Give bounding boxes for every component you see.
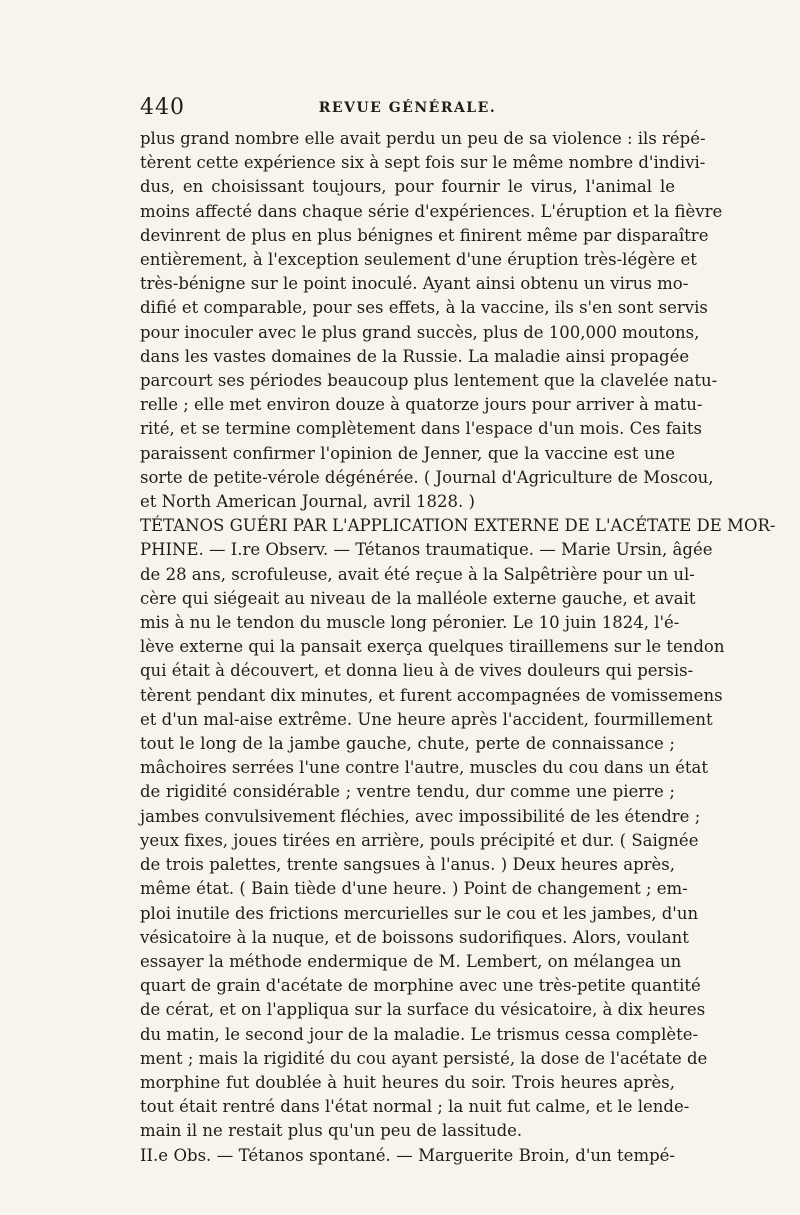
text-line: entièrement, à l'exception seulement d'une éruption très-légère et: [140, 250, 697, 270]
text-line: yeux fixes, joues tirées en arrière, pouls précipité et dur. ( Saignée: [140, 830, 699, 850]
text-line: dus, en choisissant toujours, pour fournir le virus, l'animal le: [140, 177, 675, 197]
text-line: de trois palettes, trente sangsues à l'anus. ) Deux heures après,: [140, 855, 675, 875]
body-text: [140, 127, 776, 1168]
text-line: et d'un mal-aise extrême. Une heure après l'accident, fourmillement: [140, 709, 713, 729]
text-line: tèrent cette expérience six à sept fois sur le même nombre d'indivi-: [140, 153, 706, 173]
text-line: parcourt ses périodes beaucoup plus lentement que la clavelée natu-: [140, 371, 718, 391]
text-line: paraissent confirmer l'opinion de Jenner, que la vaccine est une: [140, 443, 675, 463]
text-line: II.e Obs. — Tétanos spontané. — Marguerite Broin, d'un tempé-: [140, 1145, 675, 1165]
text-line: même état. ( Bain tiède d'une heure. ) Point de changement ; em-: [140, 879, 688, 899]
text-line: tout était rentré dans l'état normal ; la nuit fut calme, et le lende-: [140, 1097, 690, 1117]
text-line: relle ; elle met environ douze à quatorze jours pour arriver à matu-: [140, 395, 703, 415]
text-line: tèrent pendant dix minutes, et furent accompagnées de vomissemens: [140, 685, 723, 705]
running-title: REVUE GÉNÉRALE.: [318, 100, 497, 116]
text-line: de rigidité considérable ; ventre tendu, dur comme une pierre ;: [140, 782, 675, 802]
text-line: mâchoires serrées l'une contre l'autre, muscles du cou dans un état: [140, 758, 708, 778]
text-line: ment ; mais la rigidité du cou ayant persisté, la dose de l'acétate de: [140, 1048, 708, 1068]
text-line: lève externe qui la pansait exerça quelques tiraillemens sur le tendon: [140, 637, 725, 657]
text-line: sorte de petite-vérole dégénérée. ( Journal d'Agriculture de Moscou,: [140, 467, 714, 487]
page-header: [140, 95, 675, 125]
text-line: tout le long de la jambe gauche, chute, perte de connaissance ;: [140, 734, 675, 754]
text-line: cère qui siégeait au niveau de la malléole externe gauche, et avait: [140, 588, 696, 608]
text-line: jambes convulsivement fléchies, avec impossibilité de les étendre ;: [140, 806, 701, 826]
text-line: TÉTANOS GUÉRI PAR L'APPLICATION EXTERNE DE L'ACÉTATE DE MOR-: [140, 516, 776, 536]
text-line: quart de grain d'acétate de morphine avec une très-petite quantité: [140, 976, 701, 996]
text-line: ploi inutile des frictions mercurielles sur le cou et les jambes, d'un: [140, 903, 699, 923]
text-line: morphine fut doublée à huit heures du soir. Trois heures après,: [140, 1072, 675, 1092]
text-line: vésicatoire à la nuque, et de boissons sudorifiques. Alors, voulant: [140, 927, 689, 947]
book-page: [140, 95, 776, 1165]
text-line: mis à nu le tendon du muscle long péronier. Le 10 juin 1824, l'é-: [140, 613, 680, 633]
text-line: difié et comparable, pour ses effets, à la vaccine, ils s'en sont servis: [140, 298, 708, 318]
text-line: moins affecté dans chaque série d'expériences. L'éruption et la fièvre: [140, 201, 723, 221]
text-line: essayer la méthode endermique de M. Lembert, on mélangea un: [140, 951, 682, 971]
text-line: devinrent de plus en plus bénignes et finirent même par disparaître: [140, 225, 709, 245]
text-line: de cérat, et on l'appliqua sur la surface du vésicatoire, à dix heures: [140, 1000, 706, 1020]
text-line: plus grand nombre elle avait perdu un peu de sa violence : ils répé-: [140, 129, 706, 148]
page-number: 440: [140, 95, 185, 120]
text-line: PHINE. — I.re Observ. — Tétanos traumatique. — Marie Ursin, âgée: [140, 540, 713, 560]
text-line: pour inoculer avec le plus grand succès, plus de 100,000 moutons,: [140, 322, 700, 342]
text-line: dans les vastes domaines de la Russie. La maladie ainsi propagée: [140, 346, 690, 366]
text-line: et North American Journal, avril 1828. ): [140, 492, 475, 512]
text-line: de 28 ans, scrofuleuse, avait été reçue à la Salpêtrière pour un ul-: [140, 564, 695, 584]
text-line: très-bénigne sur le point inoculé. Ayant ainsi obtenu un virus mo-: [140, 274, 689, 294]
text-line: qui était à découvert, et donna lieu à de vives douleurs qui persis-: [140, 661, 694, 681]
text-line: du matin, le second jour de la maladie. Le trismus cessa complète-: [140, 1024, 699, 1044]
text-line: main il ne restait plus qu'un peu de lassitude.: [140, 1121, 523, 1141]
text-line: rité, et se termine complètement dans l'espace d'un mois. Ces faits: [140, 419, 703, 439]
